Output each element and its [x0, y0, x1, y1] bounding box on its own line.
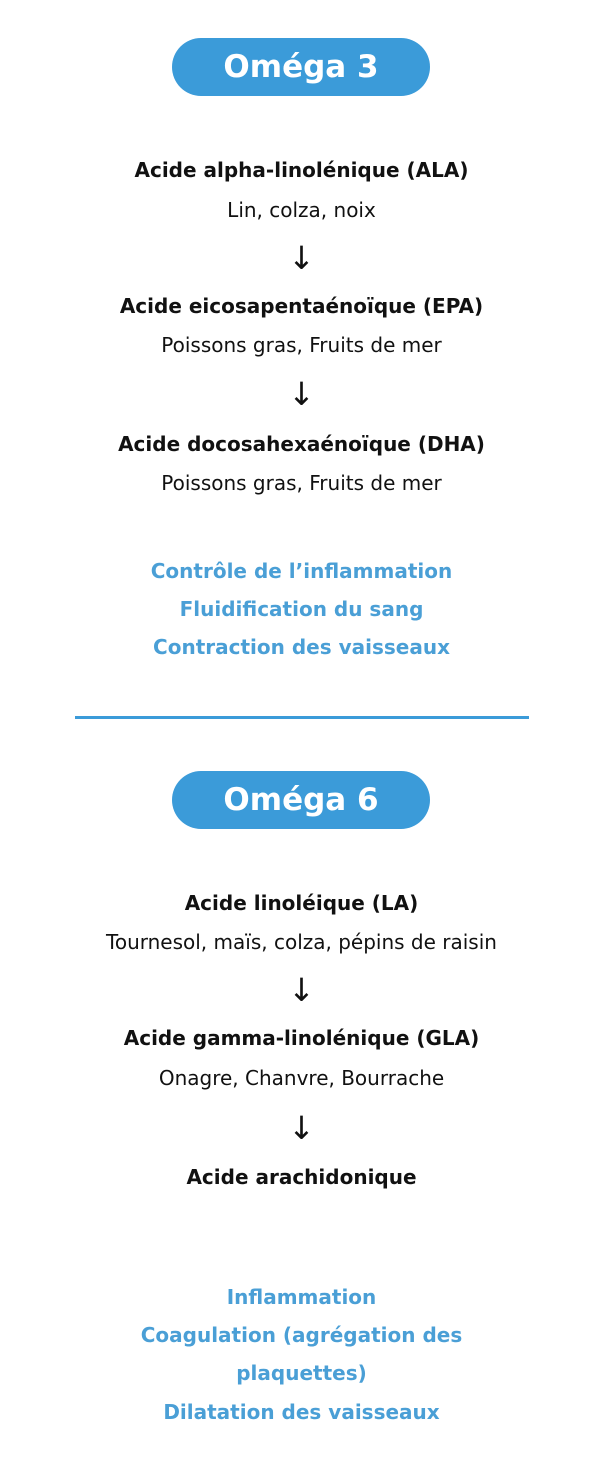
omega3-title: Oméga 3: [223, 49, 379, 85]
omega3-acid-ala: Acide alpha-linolénique (ALA): [134, 158, 469, 182]
section-divider: [75, 716, 529, 719]
omega6-acid-aa: Acide arachidonique: [186, 1165, 417, 1189]
omega3-effect-1: Contrôle de l’inflammation: [150, 559, 453, 583]
omega6-effect-3: Dilatation des vaisseaux: [163, 1400, 440, 1424]
arrow-down-icon: ↓: [288, 1109, 315, 1147]
omega6-source-la: Tournesol, maïs, colza, pépins de raisin: [106, 930, 497, 954]
omega6-effect-2-cont: plaquettes): [236, 1361, 367, 1385]
omega3-effect-2: Fluidification du sang: [179, 597, 424, 621]
omega6-title: Oméga 6: [223, 782, 379, 818]
arrow-down-icon: ↓: [288, 239, 315, 277]
omega3-effect-3: Contraction des vaisseaux: [153, 635, 450, 659]
omega3-acid-dha: Acide docosahexaénoïque (DHA): [118, 432, 485, 456]
omega3-title-pill: [172, 38, 430, 96]
omega3-source-ala: Lin, colza, noix: [227, 198, 376, 222]
omega6-effect-2: Coagulation (agrégation des: [140, 1323, 463, 1347]
omega3-source-dha: Poissons gras, Fruits de mer: [161, 471, 442, 495]
arrow-down-icon: ↓: [288, 971, 315, 1009]
omega6-source-gla: Onagre, Chanvre, Bourrache: [158, 1066, 445, 1090]
arrow-down-icon: ↓: [288, 375, 315, 413]
omega3-acid-epa: Acide eicosapentaénoïque (EPA): [119, 294, 484, 318]
omega6-acid-gla: Acide gamma-linolénique (GLA): [123, 1026, 480, 1050]
omega6-title-pill: [172, 771, 430, 829]
omega6-acid-la: Acide linoléique (LA): [184, 891, 419, 915]
omega6-effect-1: Inflammation: [226, 1285, 377, 1309]
omega3-source-epa: Poissons gras, Fruits de mer: [161, 333, 442, 357]
